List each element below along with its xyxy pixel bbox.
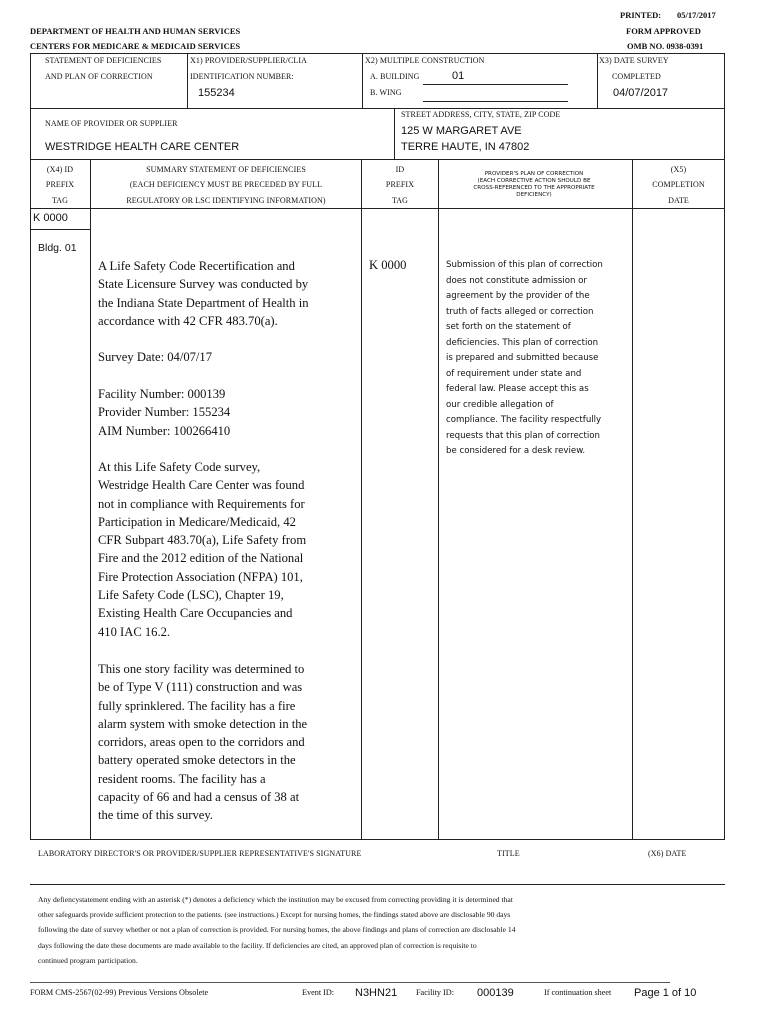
- col-id-3: TAG: [391, 196, 409, 205]
- address-label: STREET ADDRESS, CITY, STATE, ZIP CODE: [401, 110, 561, 119]
- summary-paragraph-4: At this Life Safety Code survey, Westridge Health Care Center was found not in compliance with Requirements for Participation in Medicare/Medicaid, 42 CFR Subpart 483.70(a), Life Safety from Fire and the 2012 edition of the National Fire Protection Association (NFPA) 101, Life Safety Code (LSC), Chapter 19, Existing Health Care Occupancies and 410 IAC 16.2.: [98, 460, 307, 639]
- col-plan-4: DEFICIENCY): [516, 192, 552, 198]
- col-plan-3: CROSS-REFERENCED TO THE APPROPRIATE: [473, 185, 595, 191]
- building-value: 01: [452, 70, 465, 82]
- continuation-label: If continuation sheet: [544, 988, 612, 997]
- col-id-2: PREFIX: [385, 180, 415, 189]
- completed-label: COMPLETED: [612, 72, 661, 81]
- omb-number: OMB NO. 0938-0391: [627, 41, 704, 51]
- wing-label: B. WING: [370, 88, 402, 97]
- col-x4-2: PREFIX: [45, 180, 75, 189]
- col-summary-2: (EACH DEFICIENCY MUST BE PRECEDED BY FULL: [129, 180, 323, 189]
- provider-id-value: 155234: [198, 87, 235, 99]
- col-summary-3: REGULATORY OR LSC IDENTIFYING INFORMATION): [126, 196, 326, 205]
- col-summary-1: SUMMARY STATEMENT OF DEFICIENCIES: [146, 165, 306, 174]
- survey-date-value: 04/07/2017: [613, 87, 669, 99]
- summary-paragraph-1: A Life Safety Code Recertification and State Licensure Survey was conducted by the Indiana State Department of Health in accordance with 42 CFR 483.70(a).: [98, 259, 309, 328]
- provider-id-label-1: X1) PROVIDER/SUPPLIER/CLIA: [190, 56, 308, 65]
- signature-label: LABORATORY DIRECTOR'S OR PROVIDER/SUPPLIER REPRESENTATIVE'S SIGNATURE: [38, 849, 362, 858]
- department-title: DEPARTMENT OF HEALTH AND HUMAN SERVICES: [30, 26, 241, 36]
- address-line-2: TERRE HAUTE, IN 47802: [401, 141, 530, 153]
- col-x5-1: (X5): [670, 165, 687, 174]
- statement-label-2: AND PLAN OF CORRECTION: [45, 72, 153, 81]
- provider-name-value: WESTRIDGE HEALTH CARE CENTER: [45, 141, 240, 153]
- footnote-text: Any defiencystatement ending with an asterisk (*) denotes a deficiency which the institution may be excused from correcting providing it is determined that other safeguards provide sufficient protection to the patients. (see instructions.) Except for nursing homes, the findings stated above are disclosable 90 days following the date of survey whether or not a plan of correction is provided. For nursing homes, the above findings and plans of correction are disclosable 14 days following the date these documents are made available to the facility. If deficiencies are cited, an approved plan of correction is requisite to continued program participation.: [38, 895, 516, 965]
- col-plan: [439, 171, 629, 199]
- printed-date: 05/17/2017: [677, 10, 716, 20]
- col-x5-2: COMPLETION: [652, 180, 705, 189]
- tag-right: K 0000: [369, 258, 407, 272]
- tag-left: K 0000: [33, 212, 68, 224]
- printed-label: PRINTED:: [620, 10, 662, 20]
- multiple-construction-label: X2) MULTIPLE CONSTRUCTION: [365, 56, 485, 65]
- col-id-1: ID: [395, 165, 405, 174]
- event-id-label: Event ID:: [302, 988, 335, 997]
- signature-date-label: (X6) DATE: [648, 849, 687, 858]
- address-line-1: 125 W MARGARET AVE: [401, 125, 522, 137]
- statement-label-1: STATEMENT OF DEFICIENCIES: [45, 56, 162, 65]
- col-plan-1: PROVIDER'S PLAN OF CORRECTION: [484, 171, 584, 177]
- page-number: Page 1 of 10: [634, 987, 697, 999]
- facility-id-value: 000139: [477, 987, 514, 999]
- form-number: FORM CMS-2567(02-99) Previous Versions Obsolete: [30, 988, 209, 997]
- title-label: TITLE: [497, 849, 520, 858]
- provider-name-label: NAME OF PROVIDER OR SUPPLIER: [45, 119, 178, 128]
- provider-id-label-2: IDENTIFICATION NUMBER:: [190, 72, 294, 81]
- building-tag: Bldg. 01: [38, 242, 77, 254]
- col-x4-1: (X4) ID: [46, 165, 74, 174]
- summary-paragraph-2: Survey Date: 04/07/17: [98, 350, 213, 364]
- centers-title: CENTERS FOR MEDICARE & MEDICAID SERVICES: [30, 41, 241, 51]
- summary-paragraph-5: This one story facility was determined to be of Type V (111) construction and was fully sprinklered. The facility has a fire alarm system with smoke detection in the corridors, areas open to the corridors and battery operated smoke detectors in the resident rooms. The facility has a capacity of 66 and had a census of 38 at the time of this survey.: [98, 662, 308, 823]
- form-approved: FORM APPROVED: [626, 26, 701, 36]
- col-plan-2: (EACH CORRECTIVE ACTION SHOULD BE: [477, 178, 591, 184]
- col-x5-3: DATE: [668, 196, 689, 205]
- facility-id-label: Facility ID:: [416, 988, 454, 997]
- col-x4-3: TAG: [51, 196, 69, 205]
- building-label: A. BUILDING: [370, 72, 420, 81]
- plan-of-correction-text: Submission of this plan of correction does not constitute admission or agreement by the provider of the truth of facts alleged or correction set forth on the statement of deficiencies. This plan of correction is prepared and submitted because of requirement under state and federal law. Please accept this as our credible allegation of compliance. The facility respectfully requests that this plan of correction be considered for a desk review.: [446, 260, 603, 456]
- event-id-value: N3HN21: [355, 987, 398, 999]
- date-survey-label: X3) DATE SURVEY: [599, 56, 669, 65]
- summary-paragraph-3: Facility Number: 000139 Provider Number: 155234 AIM Number: 100266410: [98, 387, 231, 438]
